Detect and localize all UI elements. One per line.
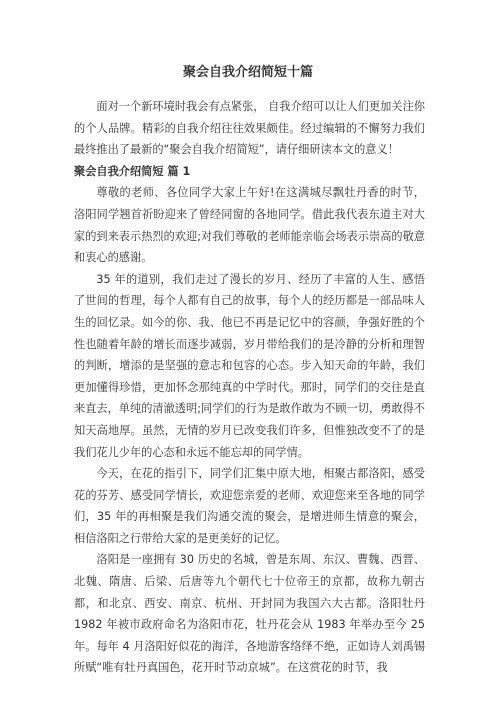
document-title: 聚会自我介绍简短十篇	[182, 65, 313, 80]
section-heading: 聚会自我介绍简短 篇 1	[74, 164, 191, 178]
body-paragraph: 洛阳是一座拥有 30 历史的名城，曾是东周、东汉、曹魏、西晋、北魏、隋唐、后梁、后唐等九个朝代七十位帝王的京都，故称九朝古都，和北京、西安、南京、杭州、开封同为我国六大古都。洛阳牡丹 1982 年被市政府命名为洛阳市花，牡丹花会从 1983 年举办至今 25 年。每年 4 月洛阳好似花的海洋，各地游客络绎不绝，正如诗人刘禹锡所赋“唯有牡丹真国色，花开时节动京城”。在这赏花的时节，我	[74, 553, 425, 675]
body-paragraph: 35 年的道别，我们走过了漫长的岁月、经历了丰富的人生、感悟了世间的哲理，每个人都有自己的故事，每个人的经历都是一部品味人生的回忆录。如今的你、我、他已不再是记忆中的容颜，争强好胜的个性也随着年龄的增长而逐步减弱，岁月带给我们的是冷静的分析和理智的判断，增添的是坚强的意志和包容的心态。步入知天命的年龄，我们更加懂得珍惜，更加怀念那纯真的中学时代。那时，同学们的交往是直来直去，单纯的清澈透明;同学们的行为是敢作敢为不顾一切，勇敢得不知天高地厚。虽然，无情的岁月已改变我们许多，但惟独改变不了的是我们花儿少年的心态和永远不能忘却的同学情。	[74, 272, 425, 459]
body-paragraph: 今天，在花的指引下，同学们汇集中原大地，相聚古都洛阳，感受花的芬芳、感受同学情长，欢迎您亲爱的老师、欢迎您来至各地的同学们，35 年的再相聚是我们沟通交流的聚会，是增进师生情意的聚会，相信洛阳之行带给大家的是更美好的记忆。	[74, 467, 425, 545]
document-body	[74, 96, 425, 679]
intro-paragraph: 面对一个新环境时我会有点紧张， 自我介绍可以让人们更加关注你的个人品牌。精彩的自我介绍往往效果颇佳。经过编辑的不懈努力我们最终推出了最新的“聚会自我介绍简短”，请仔细研读本文的意义！	[74, 100, 425, 157]
body-paragraph: 尊敬的老师、各位同学大家上午好!在这满城尽飘牡丹香的时节，洛阳同学翘首祈盼迎来了曾经同窗的各地同学。借此我代表东道主对大家的到来表示热烈的欢迎;对我们尊敬的老师能亲临会场表示崇高的敬意和衷心的感谢。	[74, 186, 425, 265]
